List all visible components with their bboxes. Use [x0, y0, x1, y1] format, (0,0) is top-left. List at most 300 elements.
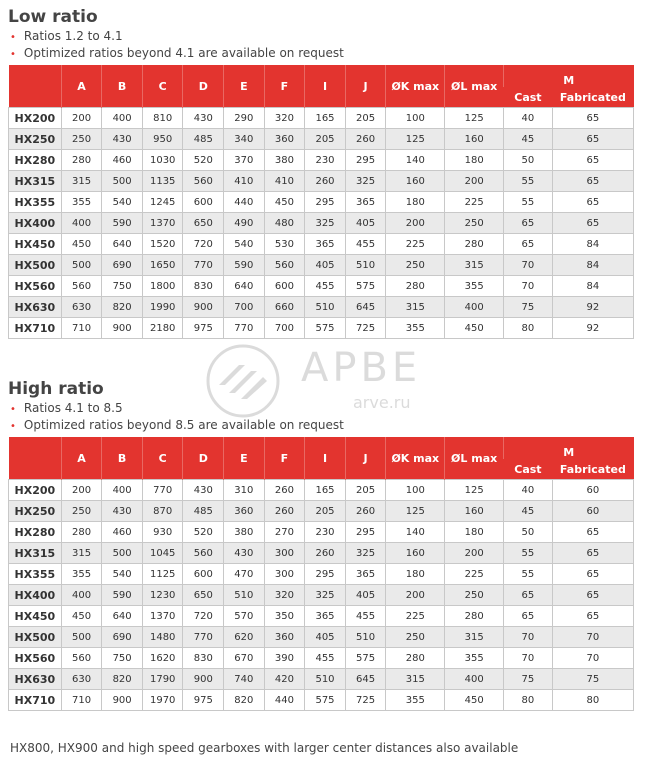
column-header: I	[305, 437, 346, 480]
value-cell: 640	[102, 234, 143, 255]
value-cell: 70	[504, 648, 553, 669]
value-cell: 900	[102, 318, 143, 339]
value-cell: 260	[264, 501, 305, 522]
model-cell: HX200	[9, 108, 62, 129]
value-cell: 510	[345, 255, 386, 276]
value-cell: 670	[224, 648, 265, 669]
model-cell: HX500	[9, 255, 62, 276]
model-cell: HX200	[9, 480, 62, 501]
value-cell: 315	[386, 297, 445, 318]
value-cell: 250	[445, 213, 504, 234]
value-cell: 975	[183, 690, 224, 711]
value-cell: 720	[183, 606, 224, 627]
value-cell: 250	[445, 585, 504, 606]
value-cell: 560	[264, 255, 305, 276]
value-cell: 75	[504, 669, 553, 690]
table-row	[9, 648, 634, 669]
value-cell: 600	[264, 276, 305, 297]
value-cell: 900	[183, 297, 224, 318]
value-cell: 65	[552, 150, 633, 171]
value-cell: 590	[102, 585, 143, 606]
sub-column-header: Fabricated	[552, 459, 633, 480]
table-row	[9, 606, 634, 627]
value-cell: 510	[224, 585, 265, 606]
value-cell: 80	[552, 690, 633, 711]
value-cell: 830	[183, 276, 224, 297]
table-row	[9, 255, 634, 276]
value-cell: 440	[224, 192, 265, 213]
bullet-dot-icon: •	[10, 32, 16, 43]
value-cell: 700	[224, 297, 265, 318]
value-cell: 84	[552, 234, 633, 255]
value-cell: 750	[102, 648, 143, 669]
value-cell: 510	[305, 669, 346, 690]
value-cell: 770	[183, 255, 224, 276]
value-cell: 500	[61, 627, 102, 648]
column-header: J	[345, 437, 386, 480]
value-cell: 200	[445, 171, 504, 192]
value-cell: 590	[224, 255, 265, 276]
value-cell: 645	[345, 297, 386, 318]
model-cell: HX560	[9, 276, 62, 297]
model-cell: HX355	[9, 192, 62, 213]
table-row	[9, 108, 634, 129]
value-cell: 260	[345, 501, 386, 522]
value-cell: 400	[445, 297, 504, 318]
value-cell: 280	[61, 150, 102, 171]
value-cell: 70	[504, 276, 553, 297]
table-row	[9, 543, 634, 564]
value-cell: 92	[552, 318, 633, 339]
value-cell: 55	[504, 564, 553, 585]
value-cell: 485	[183, 501, 224, 522]
value-cell: 225	[445, 564, 504, 585]
value-cell: 100	[386, 480, 445, 501]
value-cell: 65	[504, 234, 553, 255]
high-ratio-section	[8, 378, 634, 711]
value-cell: 500	[61, 255, 102, 276]
value-cell: 400	[102, 108, 143, 129]
value-cell: 660	[264, 297, 305, 318]
header-corner	[9, 437, 62, 480]
value-cell: 45	[504, 129, 553, 150]
value-cell: 725	[345, 690, 386, 711]
value-cell: 60	[552, 480, 633, 501]
bullet-item: • Optimized ratios beyond 8.5 are available on request	[10, 418, 344, 432]
value-cell: 40	[504, 108, 553, 129]
value-cell: 160	[445, 129, 504, 150]
value-cell: 830	[183, 648, 224, 669]
bullet-dot-icon: •	[10, 49, 16, 60]
value-cell: 400	[445, 669, 504, 690]
value-cell: 270	[264, 522, 305, 543]
value-cell: 65	[552, 564, 633, 585]
value-cell: 380	[264, 150, 305, 171]
value-cell: 400	[61, 585, 102, 606]
value-cell: 100	[386, 108, 445, 129]
value-cell: 575	[305, 318, 346, 339]
value-cell: 180	[445, 150, 504, 171]
value-cell: 650	[183, 585, 224, 606]
value-cell: 600	[183, 192, 224, 213]
value-cell: 405	[305, 627, 346, 648]
value-cell: 490	[224, 213, 265, 234]
value-cell: 355	[445, 648, 504, 669]
value-cell: 690	[102, 627, 143, 648]
value-cell: 630	[61, 297, 102, 318]
sub-column-header: Cast	[504, 459, 553, 480]
value-cell: 325	[305, 213, 346, 234]
value-cell: 770	[224, 318, 265, 339]
value-cell: 500	[102, 543, 143, 564]
value-cell: 575	[345, 276, 386, 297]
value-cell: 70	[504, 627, 553, 648]
value-cell: 750	[102, 276, 143, 297]
model-cell: HX710	[9, 318, 62, 339]
bullet-list	[8, 400, 634, 434]
value-cell: 365	[345, 564, 386, 585]
value-cell: 365	[345, 192, 386, 213]
value-cell: 1135	[142, 171, 183, 192]
value-cell: 440	[264, 690, 305, 711]
section-title: High ratio	[8, 379, 104, 399]
value-cell: 205	[345, 108, 386, 129]
value-cell: 1990	[142, 297, 183, 318]
model-cell: HX400	[9, 585, 62, 606]
value-cell: 160	[386, 171, 445, 192]
value-cell: 365	[305, 234, 346, 255]
value-cell: 295	[345, 522, 386, 543]
column-header: ØK max	[386, 65, 445, 108]
value-cell: 75	[504, 297, 553, 318]
column-header: D	[183, 65, 224, 108]
value-cell: 1045	[142, 543, 183, 564]
value-cell: 70	[552, 627, 633, 648]
value-cell: 575	[345, 648, 386, 669]
model-cell: HX450	[9, 234, 62, 255]
value-cell: 810	[142, 108, 183, 129]
value-cell: 280	[61, 522, 102, 543]
value-cell: 975	[183, 318, 224, 339]
value-cell: 70	[504, 255, 553, 276]
value-cell: 280	[445, 606, 504, 627]
value-cell: 1245	[142, 192, 183, 213]
column-header: E	[224, 65, 265, 108]
value-cell: 225	[386, 234, 445, 255]
value-cell: 430	[102, 501, 143, 522]
value-cell: 2180	[142, 318, 183, 339]
value-cell: 350	[264, 606, 305, 627]
value-cell: 1790	[142, 669, 183, 690]
value-cell: 295	[305, 192, 346, 213]
table-row	[9, 501, 634, 522]
value-cell: 575	[305, 690, 346, 711]
column-header: F	[264, 65, 305, 108]
value-cell: 355	[445, 276, 504, 297]
column-header: A	[61, 65, 102, 108]
value-cell: 84	[552, 255, 633, 276]
bullet-list	[8, 28, 634, 62]
model-cell: HX250	[9, 129, 62, 150]
value-cell: 300	[264, 543, 305, 564]
value-cell: 355	[386, 690, 445, 711]
model-cell: HX630	[9, 297, 62, 318]
value-cell: 300	[264, 564, 305, 585]
value-cell: 460	[102, 522, 143, 543]
header-corner	[9, 65, 62, 108]
value-cell: 450	[264, 192, 305, 213]
value-cell: 590	[102, 213, 143, 234]
value-cell: 55	[504, 171, 553, 192]
table-row	[9, 171, 634, 192]
model-cell: HX250	[9, 501, 62, 522]
value-cell: 315	[445, 255, 504, 276]
value-cell: 315	[386, 669, 445, 690]
value-cell: 65	[504, 606, 553, 627]
model-cell: HX630	[9, 669, 62, 690]
value-cell: 225	[386, 606, 445, 627]
footnote: HX800, HX900 and high speed gearboxes with larger center distances also available	[10, 741, 519, 755]
value-cell: 510	[345, 627, 386, 648]
value-cell: 370	[224, 150, 265, 171]
high-ratio-table	[8, 437, 634, 711]
value-cell: 340	[224, 129, 265, 150]
value-cell: 65	[552, 192, 633, 213]
value-cell: 1370	[142, 213, 183, 234]
value-cell: 60	[552, 501, 633, 522]
value-cell: 950	[142, 129, 183, 150]
table-row	[9, 669, 634, 690]
value-cell: 455	[345, 234, 386, 255]
table-row	[9, 234, 634, 255]
value-cell: 180	[445, 522, 504, 543]
value-cell: 260	[345, 129, 386, 150]
value-cell: 700	[264, 318, 305, 339]
value-cell: 315	[445, 627, 504, 648]
value-cell: 365	[305, 606, 346, 627]
column-header: A	[61, 437, 102, 480]
value-cell: 125	[386, 129, 445, 150]
value-cell: 355	[61, 192, 102, 213]
value-cell: 485	[183, 129, 224, 150]
value-cell: 70	[552, 648, 633, 669]
value-cell: 600	[183, 564, 224, 585]
table-row	[9, 690, 634, 711]
value-cell: 325	[345, 171, 386, 192]
value-cell: 770	[142, 480, 183, 501]
model-cell: HX315	[9, 171, 62, 192]
column-header: C	[142, 65, 183, 108]
value-cell: 325	[345, 543, 386, 564]
value-cell: 75	[552, 669, 633, 690]
value-cell: 80	[504, 318, 553, 339]
bullet-item: • Optimized ratios beyond 4.1 are available on request	[10, 46, 344, 60]
value-cell: 325	[305, 585, 346, 606]
column-header: E	[224, 437, 265, 480]
value-cell: 40	[504, 480, 553, 501]
value-cell: 480	[264, 213, 305, 234]
value-cell: 200	[61, 108, 102, 129]
column-header: C	[142, 437, 183, 480]
value-cell: 360	[264, 627, 305, 648]
value-cell: 720	[183, 234, 224, 255]
value-cell: 1650	[142, 255, 183, 276]
value-cell: 1520	[142, 234, 183, 255]
bullet-item: • Ratios 1.2 to 4.1	[10, 29, 123, 43]
model-cell: HX280	[9, 522, 62, 543]
value-cell: 45	[504, 501, 553, 522]
value-cell: 430	[224, 543, 265, 564]
value-cell: 355	[61, 564, 102, 585]
value-cell: 260	[305, 171, 346, 192]
value-cell: 310	[224, 480, 265, 501]
column-header: J	[345, 65, 386, 108]
column-header: I	[305, 65, 346, 108]
value-cell: 560	[61, 648, 102, 669]
bullet-dot-icon: •	[10, 404, 16, 415]
value-cell: 290	[224, 108, 265, 129]
value-cell: 390	[264, 648, 305, 669]
value-cell: 430	[183, 108, 224, 129]
value-cell: 205	[345, 480, 386, 501]
table-row	[9, 627, 634, 648]
value-cell: 65	[504, 213, 553, 234]
model-cell: HX560	[9, 648, 62, 669]
value-cell: 1620	[142, 648, 183, 669]
value-cell: 455	[305, 648, 346, 669]
value-cell: 65	[552, 606, 633, 627]
value-cell: 380	[224, 522, 265, 543]
value-cell: 650	[183, 213, 224, 234]
model-cell: HX500	[9, 627, 62, 648]
value-cell: 320	[264, 108, 305, 129]
value-cell: 405	[345, 213, 386, 234]
value-cell: 200	[386, 585, 445, 606]
value-cell: 450	[445, 318, 504, 339]
table-row	[9, 276, 634, 297]
table-row	[9, 480, 634, 501]
value-cell: 230	[305, 522, 346, 543]
value-cell: 710	[61, 690, 102, 711]
value-cell: 460	[102, 150, 143, 171]
value-cell: 1480	[142, 627, 183, 648]
value-cell: 690	[102, 255, 143, 276]
value-cell: 400	[61, 213, 102, 234]
value-cell: 225	[445, 192, 504, 213]
value-cell: 400	[102, 480, 143, 501]
column-group-header: M	[504, 437, 634, 459]
value-cell: 620	[224, 627, 265, 648]
value-cell: 65	[504, 585, 553, 606]
value-cell: 870	[142, 501, 183, 522]
value-cell: 405	[345, 585, 386, 606]
value-cell: 65	[552, 585, 633, 606]
value-cell: 260	[264, 480, 305, 501]
value-cell: 320	[264, 585, 305, 606]
value-cell: 280	[445, 234, 504, 255]
bullet-dot-icon: •	[10, 421, 16, 432]
value-cell: 530	[264, 234, 305, 255]
sub-column-header: Fabricated	[552, 87, 633, 108]
value-cell: 200	[445, 543, 504, 564]
value-cell: 540	[102, 564, 143, 585]
value-cell: 205	[305, 501, 346, 522]
value-cell: 510	[305, 297, 346, 318]
value-cell: 520	[183, 150, 224, 171]
value-cell: 630	[61, 669, 102, 690]
column-header: B	[102, 65, 143, 108]
value-cell: 645	[345, 669, 386, 690]
value-cell: 560	[183, 171, 224, 192]
value-cell: 820	[224, 690, 265, 711]
value-cell: 455	[305, 276, 346, 297]
model-cell: HX280	[9, 150, 62, 171]
value-cell: 140	[386, 150, 445, 171]
value-cell: 520	[183, 522, 224, 543]
value-cell: 55	[504, 543, 553, 564]
value-cell: 200	[386, 213, 445, 234]
watermark-name: APBE	[301, 345, 422, 391]
value-cell: 65	[552, 129, 633, 150]
table-row	[9, 318, 634, 339]
value-cell: 55	[504, 192, 553, 213]
value-cell: 725	[345, 318, 386, 339]
value-cell: 160	[386, 543, 445, 564]
value-cell: 84	[552, 276, 633, 297]
low-ratio-table	[8, 65, 634, 339]
value-cell: 180	[386, 564, 445, 585]
value-cell: 540	[102, 192, 143, 213]
column-header: ØL max	[445, 437, 504, 480]
value-cell: 1800	[142, 276, 183, 297]
value-cell: 1125	[142, 564, 183, 585]
column-group-header: M	[504, 65, 634, 87]
value-cell: 455	[345, 606, 386, 627]
value-cell: 65	[552, 108, 633, 129]
value-cell: 165	[305, 480, 346, 501]
value-cell: 450	[61, 606, 102, 627]
model-cell: HX400	[9, 213, 62, 234]
low-ratio-section	[8, 6, 634, 339]
section-title: Low ratio	[8, 7, 98, 27]
value-cell: 250	[61, 129, 102, 150]
watermark-site: arve.ru	[353, 393, 411, 412]
table-row	[9, 150, 634, 171]
value-cell: 430	[102, 129, 143, 150]
model-cell: HX355	[9, 564, 62, 585]
value-cell: 65	[552, 213, 633, 234]
value-cell: 710	[61, 318, 102, 339]
value-cell: 230	[305, 150, 346, 171]
value-cell: 420	[264, 669, 305, 690]
value-cell: 640	[102, 606, 143, 627]
value-cell: 1030	[142, 150, 183, 171]
value-cell: 560	[61, 276, 102, 297]
table-row	[9, 129, 634, 150]
value-cell: 1370	[142, 606, 183, 627]
bullet-item: • Ratios 4.1 to 8.5	[10, 401, 123, 415]
value-cell: 295	[345, 150, 386, 171]
value-cell: 450	[445, 690, 504, 711]
value-cell: 820	[102, 669, 143, 690]
value-cell: 205	[305, 129, 346, 150]
table-row	[9, 585, 634, 606]
value-cell: 315	[61, 171, 102, 192]
value-cell: 65	[552, 543, 633, 564]
value-cell: 280	[386, 276, 445, 297]
sub-column-header: Cast	[504, 87, 553, 108]
value-cell: 540	[224, 234, 265, 255]
